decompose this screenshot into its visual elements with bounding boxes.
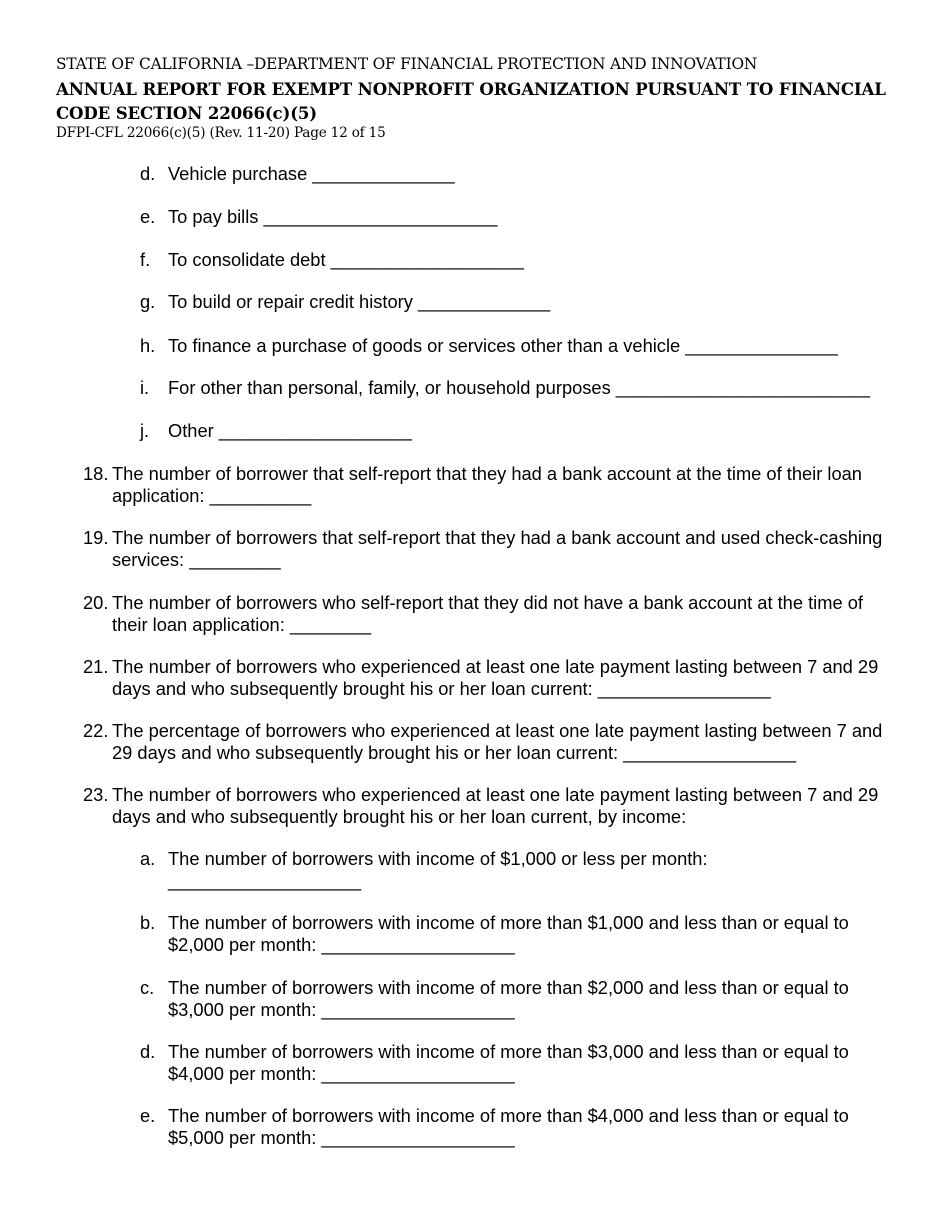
agency-name: STATE OF CALIFORNIA –DEPARTMENT OF FINANCIAL PROTECTION AND INNOVATION: [56, 55, 758, 73]
income-item-a: [140, 848, 888, 891]
purpose-item-f: [140, 249, 888, 271]
item-marker: f.: [140, 249, 151, 270]
item-text: The number of borrowers with income of more than $2,000 and less than or equal to $3,000 per month: ___________________: [168, 977, 849, 1020]
question-21: [83, 656, 902, 699]
item-text: Other ___________________: [168, 420, 412, 441]
item-marker: c.: [140, 977, 155, 998]
question-22: [83, 720, 902, 763]
item-text: The number of borrowers with income of $1,000 or less per month: ___________________: [168, 848, 708, 891]
report-title: ANNUAL REPORT FOR EXEMPT NONPROFIT ORGANIZATION PURSUANT TO FINANCIAL CODE SECTION 22066(c)(5): [56, 79, 886, 123]
income-item-b: [140, 912, 888, 955]
purpose-item-i: [140, 377, 888, 399]
item-marker: e.: [140, 206, 156, 227]
item-text: For other than personal, family, or household purposes _________________________: [168, 377, 870, 398]
question-number: 23.: [83, 784, 109, 805]
item-text: To finance a purchase of goods or services other than a vehicle _______________: [168, 335, 838, 356]
purpose-item-j: [140, 420, 888, 442]
question-number: 19.: [83, 527, 109, 548]
item-marker: h.: [140, 335, 156, 356]
question-text: The number of borrowers who experienced at least one late payment lasting between 7 and 29 days and who subsequently brought his or her loan current: _________________: [112, 656, 879, 699]
item-marker: a.: [140, 848, 156, 869]
purpose-item-g: [140, 291, 888, 313]
item-text: The number of borrowers with income of more than $1,000 and less than or equal to $2,000 per month: ___________________: [168, 912, 849, 955]
question-text: The percentage of borrowers who experienced at least one late payment lasting between 7 and 29 days and who subsequently brought his or her loan current: _________________: [112, 720, 883, 763]
question-19: [83, 527, 902, 570]
question-18: [83, 463, 902, 506]
item-marker: b.: [140, 912, 156, 933]
question-number: 18.: [83, 463, 109, 484]
purpose-item-e: [140, 206, 888, 228]
form-identifier: DFPI-CFL 22066(c)(5) (Rev. 11-20) Page 12 of 15: [56, 125, 386, 141]
item-marker: d.: [140, 1041, 156, 1062]
question-number: 21.: [83, 656, 109, 677]
question-text: The number of borrowers that self-report that they had a bank account and used check-cashing services: _________: [112, 527, 883, 570]
item-text: The number of borrowers with income of more than $4,000 and less than or equal to $5,000 per month: ___________________: [168, 1105, 849, 1148]
item-marker: g.: [140, 291, 156, 312]
purpose-item-h: [140, 335, 888, 357]
item-text: The number of borrowers with income of more than $3,000 and less than or equal to $4,000 per month: ___________________: [168, 1041, 849, 1084]
item-marker: i.: [140, 377, 150, 398]
item-text: To consolidate debt ___________________: [168, 249, 524, 270]
question-text: The number of borrowers who self-report that they did not have a bank account at the time of their loan application: ________: [112, 592, 863, 635]
question-text: The number of borrowers who experienced at least one late payment lasting between 7 and 29 days and who subsequently brought his or her loan current, by income:: [112, 784, 879, 827]
question-20: [83, 592, 902, 635]
question-number: 22.: [83, 720, 109, 741]
purpose-item-d: [140, 163, 888, 185]
item-marker: e.: [140, 1105, 156, 1126]
income-item-d: [140, 1041, 888, 1084]
item-text: To pay bills _______________________: [168, 206, 498, 227]
item-marker: d.: [140, 163, 156, 184]
income-item-c: [140, 977, 888, 1020]
question-text: The number of borrower that self-report that they had a bank account at the time of their loan application: __________: [112, 463, 862, 506]
income-item-e: [140, 1105, 888, 1148]
question-23: [83, 784, 902, 827]
item-text: To build or repair credit history _____________: [168, 291, 551, 312]
item-marker: j.: [140, 420, 150, 441]
item-text: Vehicle purchase ______________: [168, 163, 455, 184]
question-number: 20.: [83, 592, 109, 613]
